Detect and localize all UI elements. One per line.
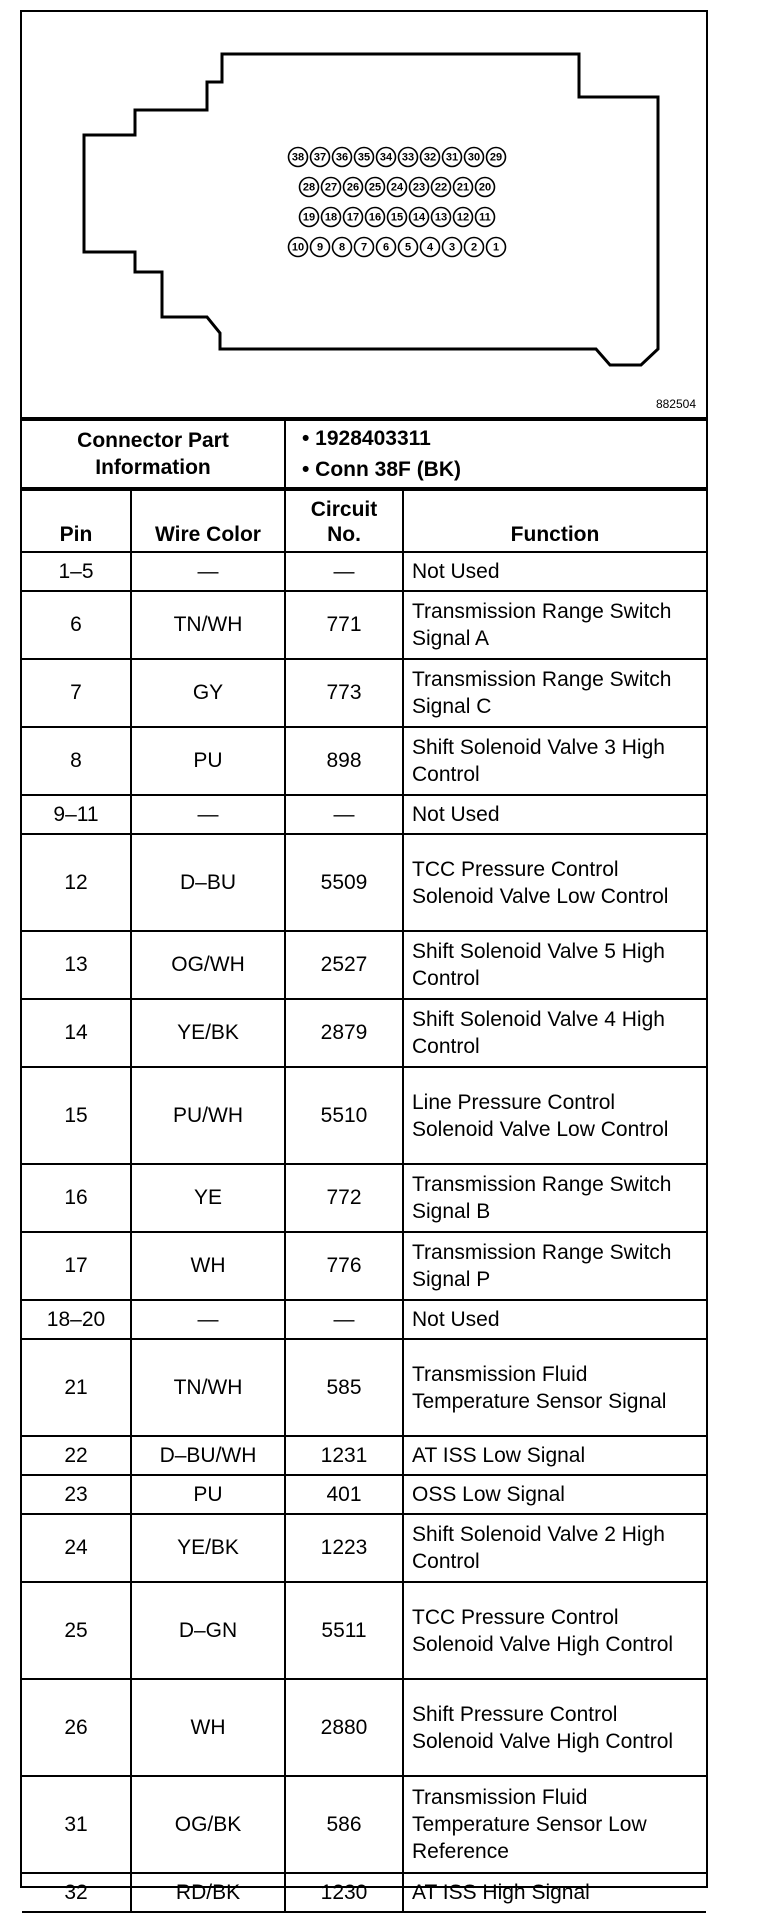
svg-text:30: 30 bbox=[467, 151, 481, 164]
svg-text:25: 25 bbox=[368, 181, 382, 194]
svg-text:23: 23 bbox=[412, 181, 426, 194]
wire-color-column-header: Wire Color bbox=[131, 490, 285, 552]
function-cell: Line Pressure Control Solenoid Valve Low Control bbox=[403, 1067, 706, 1164]
pin-cell: 23 bbox=[22, 1475, 131, 1514]
pin-cell: 9–11 bbox=[22, 795, 131, 834]
part-number: • 1928403311 bbox=[302, 427, 431, 450]
svg-text:8: 8 bbox=[338, 241, 346, 254]
circuit-no-column-header: Circuit No. bbox=[285, 490, 403, 552]
svg-text:26: 26 bbox=[346, 181, 360, 194]
connector-pin-25 bbox=[366, 178, 385, 197]
wire-color-cell: PU bbox=[131, 727, 285, 795]
function-cell: Shift Pressure Control Solenoid Valve High Control bbox=[403, 1679, 706, 1776]
connector-pin-19 bbox=[300, 208, 319, 227]
svg-text:35: 35 bbox=[357, 151, 371, 164]
svg-text:6: 6 bbox=[382, 241, 390, 254]
pin-row bbox=[22, 1067, 706, 1164]
svg-text:29: 29 bbox=[489, 151, 503, 164]
function-cell: Not Used bbox=[403, 795, 706, 834]
pin-row bbox=[22, 1475, 706, 1514]
function-cell: AT ISS Low Signal bbox=[403, 1436, 706, 1475]
circuit-cell: 1231 bbox=[285, 1436, 403, 1475]
svg-text:31: 31 bbox=[445, 151, 459, 164]
wire-color-cell: YE/BK bbox=[131, 999, 285, 1067]
svg-text:18: 18 bbox=[324, 211, 338, 224]
connector-pin-3 bbox=[443, 238, 462, 257]
svg-text:38: 38 bbox=[291, 151, 305, 164]
connector-pin-26 bbox=[344, 178, 363, 197]
connector-pin-4 bbox=[421, 238, 440, 257]
pin-cell: 16 bbox=[22, 1164, 131, 1232]
svg-text:17: 17 bbox=[346, 211, 360, 224]
pinout-table bbox=[22, 489, 706, 1913]
connector-pins bbox=[289, 148, 506, 257]
circuit-cell: 586 bbox=[285, 1776, 403, 1873]
function-cell: Transmission Fluid Temperature Sensor Low Reference bbox=[403, 1776, 706, 1873]
function-cell: Transmission Range Switch Signal B bbox=[403, 1164, 706, 1232]
connector-pin-30 bbox=[465, 148, 484, 167]
function-cell: Transmission Range Switch Signal P bbox=[403, 1232, 706, 1300]
wire-color-cell: OG/WH bbox=[131, 931, 285, 999]
connector-pin-16 bbox=[366, 208, 385, 227]
pin-cell: 21 bbox=[22, 1339, 131, 1436]
pin-row bbox=[22, 1339, 706, 1436]
wire-color-cell: TN/WH bbox=[131, 591, 285, 659]
svg-text:1: 1 bbox=[492, 241, 500, 254]
wire-color-cell: RD/BK bbox=[131, 1873, 285, 1912]
svg-text:11: 11 bbox=[479, 211, 491, 224]
connector-pin-14 bbox=[410, 208, 429, 227]
connector-face-svg bbox=[22, 12, 706, 415]
pin-cell: 8 bbox=[22, 727, 131, 795]
pin-row bbox=[22, 999, 706, 1067]
connector-pin-9 bbox=[311, 238, 330, 257]
connector-pin-5 bbox=[399, 238, 418, 257]
circuit-cell: 5509 bbox=[285, 834, 403, 931]
wire-color-cell: YE bbox=[131, 1164, 285, 1232]
function-cell: Shift Solenoid Valve 2 High Control bbox=[403, 1514, 706, 1582]
function-cell: TCC Pressure Control Solenoid Valve High Control bbox=[403, 1582, 706, 1679]
svg-text:4: 4 bbox=[426, 241, 434, 254]
svg-text:19: 19 bbox=[302, 211, 316, 224]
pin-row bbox=[22, 727, 706, 795]
svg-text:33: 33 bbox=[401, 151, 415, 164]
circuit-cell: 5510 bbox=[285, 1067, 403, 1164]
connector-pin-37 bbox=[311, 148, 330, 167]
function-cell: Not Used bbox=[403, 1300, 706, 1339]
connector-pin-29 bbox=[487, 148, 506, 167]
circuit-cell: 585 bbox=[285, 1339, 403, 1436]
svg-text:36: 36 bbox=[335, 151, 349, 164]
pin-row bbox=[22, 834, 706, 931]
connector-pin-15 bbox=[388, 208, 407, 227]
pin-cell: 14 bbox=[22, 999, 131, 1067]
connector-pin-35 bbox=[355, 148, 374, 167]
pin-row bbox=[22, 1873, 706, 1912]
pin-cell: 7 bbox=[22, 659, 131, 727]
pin-column-header: Pin bbox=[22, 490, 131, 552]
pin-row bbox=[22, 1436, 706, 1475]
connector-pin-12 bbox=[454, 208, 473, 227]
svg-text:14: 14 bbox=[412, 211, 426, 224]
pin-row bbox=[22, 1679, 706, 1776]
connector-pin-38 bbox=[289, 148, 308, 167]
svg-text:10: 10 bbox=[291, 241, 305, 254]
svg-text:3: 3 bbox=[448, 241, 456, 254]
svg-text:28: 28 bbox=[302, 181, 316, 194]
circuit-cell: — bbox=[285, 1300, 403, 1339]
svg-text:27: 27 bbox=[324, 181, 338, 194]
function-cell: Transmission Fluid Temperature Sensor Signal bbox=[403, 1339, 706, 1436]
pin-cell: 26 bbox=[22, 1679, 131, 1776]
circuit-cell: — bbox=[285, 552, 403, 591]
pin-row bbox=[22, 1232, 706, 1300]
circuit-cell: — bbox=[285, 795, 403, 834]
svg-text:2: 2 bbox=[470, 241, 478, 254]
svg-text:34: 34 bbox=[379, 151, 393, 164]
pin-cell: 15 bbox=[22, 1067, 131, 1164]
figure-id: 882504 bbox=[655, 397, 696, 411]
wire-color-cell: — bbox=[131, 795, 285, 834]
pin-row bbox=[22, 591, 706, 659]
pin-cell: 17 bbox=[22, 1232, 131, 1300]
connector-info-table bbox=[22, 419, 706, 489]
pin-cell: 1–5 bbox=[22, 552, 131, 591]
pin-row bbox=[22, 1164, 706, 1232]
wire-color-cell: D–GN bbox=[131, 1582, 285, 1679]
pin-row bbox=[22, 931, 706, 999]
circuit-cell: 771 bbox=[285, 591, 403, 659]
connector-pin-24 bbox=[388, 178, 407, 197]
connector-part-info-label: Connector Part Information bbox=[22, 420, 285, 488]
pin-row bbox=[22, 552, 706, 591]
connector-pin-17 bbox=[344, 208, 363, 227]
function-cell: AT ISS High Signal bbox=[403, 1873, 706, 1912]
svg-text:21: 21 bbox=[456, 181, 470, 194]
wire-color-cell: PU/WH bbox=[131, 1067, 285, 1164]
circuit-cell: 1230 bbox=[285, 1873, 403, 1912]
circuit-cell: 773 bbox=[285, 659, 403, 727]
circuit-cell: 401 bbox=[285, 1475, 403, 1514]
function-cell: TCC Pressure Control Solenoid Valve Low Control bbox=[403, 834, 706, 931]
svg-text:37: 37 bbox=[313, 151, 327, 164]
function-cell: Not Used bbox=[403, 552, 706, 591]
pin-cell: 25 bbox=[22, 1582, 131, 1679]
function-cell: Shift Solenoid Valve 3 High Control bbox=[403, 727, 706, 795]
function-cell: OSS Low Signal bbox=[403, 1475, 706, 1514]
connector-pin-22 bbox=[432, 178, 451, 197]
pin-row bbox=[22, 1300, 706, 1339]
svg-text:16: 16 bbox=[368, 211, 382, 224]
circuit-cell: 5511 bbox=[285, 1582, 403, 1679]
connector-pin-13 bbox=[432, 208, 451, 227]
connector-pin-7 bbox=[355, 238, 374, 257]
connector-pin-32 bbox=[421, 148, 440, 167]
svg-text:7: 7 bbox=[360, 241, 368, 254]
svg-text:32: 32 bbox=[423, 151, 437, 164]
pinout-header-row bbox=[22, 490, 706, 552]
wire-color-cell: WH bbox=[131, 1679, 285, 1776]
function-cell: Transmission Range Switch Signal C bbox=[403, 659, 706, 727]
function-cell: Shift Solenoid Valve 5 High Control bbox=[403, 931, 706, 999]
connector-pin-20 bbox=[476, 178, 495, 197]
wire-color-cell: D–BU/WH bbox=[131, 1436, 285, 1475]
svg-text:20: 20 bbox=[478, 181, 492, 194]
pinout-rows bbox=[22, 552, 706, 1912]
pin-cell: 13 bbox=[22, 931, 131, 999]
pin-cell: 24 bbox=[22, 1514, 131, 1582]
connector-pin-36 bbox=[333, 148, 352, 167]
pin-row bbox=[22, 795, 706, 834]
connector-pin-23 bbox=[410, 178, 429, 197]
circuit-cell: 776 bbox=[285, 1232, 403, 1300]
wire-color-cell: YE/BK bbox=[131, 1514, 285, 1582]
svg-text:13: 13 bbox=[434, 211, 448, 224]
connector-pin-33 bbox=[399, 148, 418, 167]
pin-cell: 6 bbox=[22, 591, 131, 659]
svg-text:22: 22 bbox=[434, 181, 448, 194]
connector-pin-27 bbox=[322, 178, 341, 197]
connector-pin-10 bbox=[289, 238, 308, 257]
circuit-cell: 772 bbox=[285, 1164, 403, 1232]
svg-text:9: 9 bbox=[316, 241, 324, 254]
connector-diagram bbox=[22, 12, 706, 419]
connector-pin-28 bbox=[300, 178, 319, 197]
wire-color-cell: WH bbox=[131, 1232, 285, 1300]
pin-row bbox=[22, 1776, 706, 1873]
pin-row bbox=[22, 659, 706, 727]
connector-end-view-sheet bbox=[20, 10, 708, 1904]
connector-pin-1 bbox=[487, 238, 506, 257]
svg-text:12: 12 bbox=[456, 211, 470, 224]
function-cell: Shift Solenoid Valve 4 High Control bbox=[403, 999, 706, 1067]
pin-cell: 22 bbox=[22, 1436, 131, 1475]
wire-color-cell: D–BU bbox=[131, 834, 285, 931]
wire-color-cell: — bbox=[131, 1300, 285, 1339]
wire-color-cell: TN/WH bbox=[131, 1339, 285, 1436]
connector-pin-6 bbox=[377, 238, 396, 257]
function-cell: Transmission Range Switch Signal A bbox=[403, 591, 706, 659]
pin-cell: 32 bbox=[22, 1873, 131, 1912]
circuit-cell: 898 bbox=[285, 727, 403, 795]
function-column-header: Function bbox=[403, 490, 706, 552]
circuit-cell: 2880 bbox=[285, 1679, 403, 1776]
connector-pin-34 bbox=[377, 148, 396, 167]
connector-pin-31 bbox=[443, 148, 462, 167]
svg-text:5: 5 bbox=[404, 241, 412, 254]
connector-pin-8 bbox=[333, 238, 352, 257]
circuit-cell: 1223 bbox=[285, 1514, 403, 1582]
svg-text:15: 15 bbox=[390, 211, 404, 224]
connector-pin-11 bbox=[476, 208, 495, 227]
connector-description: • Conn 38F (BK) bbox=[302, 458, 462, 481]
pin-row bbox=[22, 1582, 706, 1679]
connector-pin-21 bbox=[454, 178, 473, 197]
pin-cell: 18–20 bbox=[22, 1300, 131, 1339]
circuit-cell: 2527 bbox=[285, 931, 403, 999]
wire-color-cell: OG/BK bbox=[131, 1776, 285, 1873]
wire-color-cell: — bbox=[131, 552, 285, 591]
pin-cell: 12 bbox=[22, 834, 131, 931]
wire-color-cell: GY bbox=[131, 659, 285, 727]
pin-cell: 31 bbox=[22, 1776, 131, 1873]
connector-pin-2 bbox=[465, 238, 484, 257]
circuit-cell: 2879 bbox=[285, 999, 403, 1067]
connector-pin-18 bbox=[322, 208, 341, 227]
pin-row bbox=[22, 1514, 706, 1582]
wire-color-cell: PU bbox=[131, 1475, 285, 1514]
svg-text:24: 24 bbox=[390, 181, 404, 194]
